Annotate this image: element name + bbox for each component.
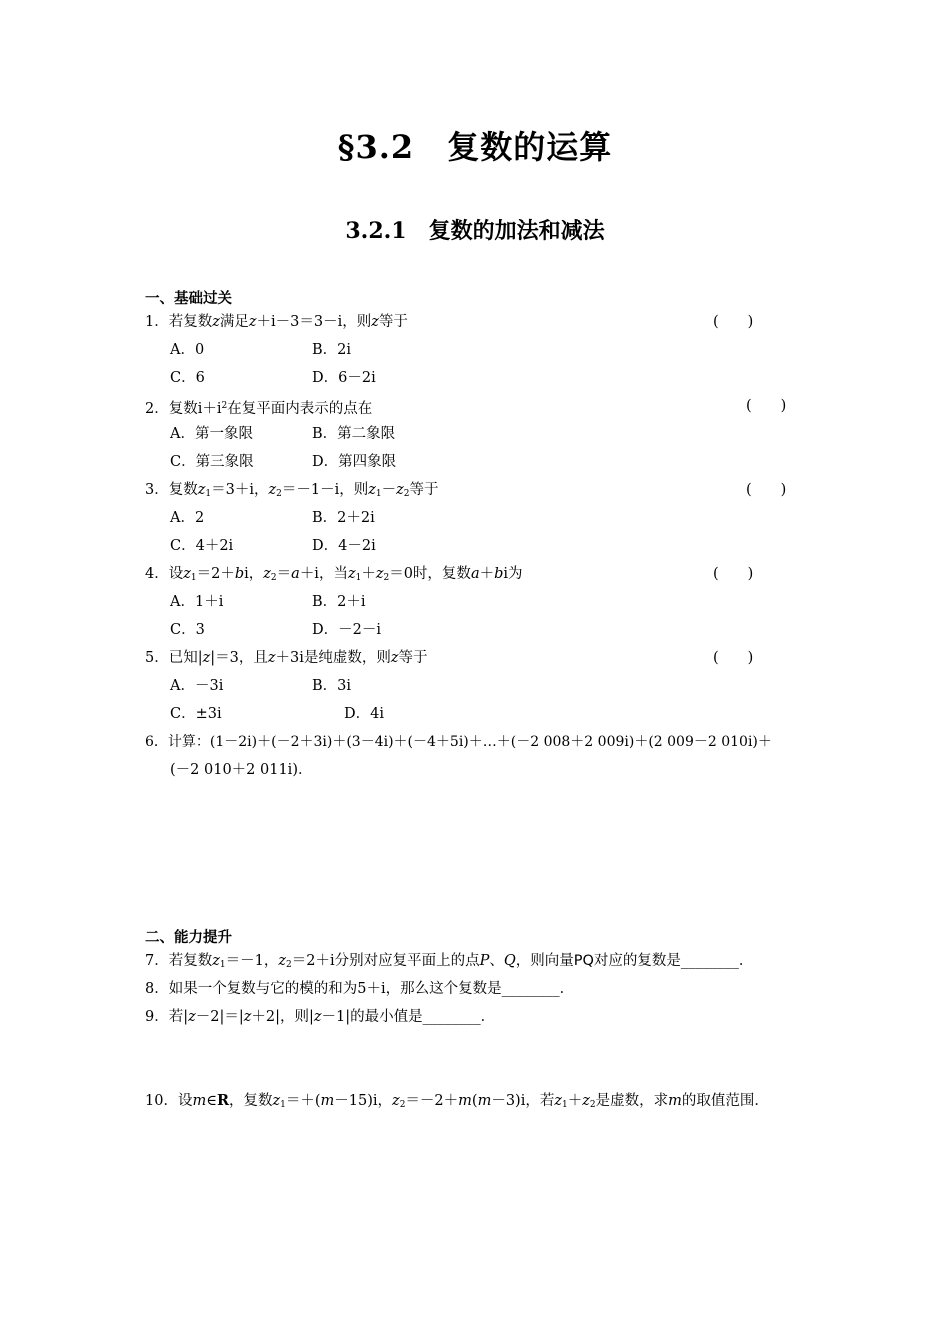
question-3-option-d: D．4－2i bbox=[312, 538, 376, 554]
question-5-option-b: B．3i bbox=[312, 678, 352, 694]
answer-bracket-4: ( ) bbox=[713, 566, 754, 582]
question-1-option-b: B．2i bbox=[312, 342, 352, 358]
answer-bracket-3: ( ) bbox=[746, 482, 787, 498]
question-2-option-a: A．第一象限 bbox=[170, 426, 253, 442]
question-5-option-d: D．4i bbox=[344, 706, 384, 722]
question-1-stem: 1．若复数z满足z＋i－3＝3－i，则z等于 bbox=[145, 314, 408, 330]
question-3-option-a: A．2 bbox=[170, 510, 205, 526]
question-10: 10．设m∈R，复数$z_1=+(m-15)i$，$z_2=-2+m(m-3)i$，若$z_1+z_2$是虚数，求m的取值范围． bbox=[145, 1092, 769, 1110]
question-1-option-a: A．0 bbox=[170, 342, 205, 358]
question-6-line-1: 6．计算：(1－2i)＋(－2＋3i)＋(3－4i)＋(－4＋5i)＋…＋(－2 008＋2 009i)＋(2 009－2 010i)＋ bbox=[145, 734, 772, 750]
question-2-option-c: C．第三象限 bbox=[170, 454, 254, 470]
question-4-option-c: C．3 bbox=[170, 622, 205, 638]
question-2-option-d: D．第四象限 bbox=[312, 454, 397, 470]
page-subtitle: 3.2.1 复数的加法和减法 bbox=[345, 218, 605, 244]
question-3-option-c: C．4＋2i bbox=[170, 538, 234, 554]
question-4-option-b: B．2＋i bbox=[312, 594, 366, 610]
question-3-option-b: B．2＋2i bbox=[312, 510, 375, 526]
question-2-stem: 2．复数$i+i^2$在复平面内表示的点在 bbox=[145, 401, 373, 417]
question-5-option-c: C．±3i bbox=[170, 706, 222, 722]
question-8: 8．如果一个复数与它的模的和为5＋i，那么这个复数是________． bbox=[145, 981, 575, 997]
question-6-line-2: (－2 010＋2 011i)． bbox=[170, 762, 313, 778]
question-9: 9．若|z－2|＝|z＋2|，则|z－1|的最小值是________． bbox=[145, 1009, 496, 1025]
question-5-option-a: A．－3i bbox=[170, 678, 224, 694]
question-5-stem: 5．已知|z|＝3，且z＋3i是纯虚数，则z等于 bbox=[145, 650, 428, 666]
answer-bracket-2: ( ) bbox=[746, 398, 787, 414]
section-heading-basic: 一、基础过关 bbox=[145, 291, 232, 307]
question-2-option-b: B．第二象限 bbox=[312, 426, 396, 442]
answer-bracket-1: ( ) bbox=[713, 314, 754, 330]
question-4-option-a: A．1＋i bbox=[170, 594, 224, 610]
question-4-option-d: D．－2－i bbox=[312, 622, 381, 638]
page-title: §3.2 复数的运算 bbox=[337, 128, 613, 166]
question-7: 7．若复数$z_1=-1$，$z_2=2+i$分别对应复平面上的点P、Q，则向量PQ对应的复数是________． bbox=[145, 953, 754, 970]
question-3-stem: 3．复数$z_1=3+i$，$z_2=-1-i$，则$z_1-z_2$等于 bbox=[145, 482, 439, 499]
question-1-option-c: C．6 bbox=[170, 370, 205, 386]
question-4-stem: 4．设$z_1=2+bi$，$z_2=a+i$，当$z_1+z_2=0$时，复数a＋bi为 bbox=[145, 566, 523, 583]
section-heading-advanced: 二、能力提升 bbox=[145, 930, 232, 946]
question-1-option-d: D．6－2i bbox=[312, 370, 376, 386]
answer-bracket-5: ( ) bbox=[713, 650, 754, 666]
